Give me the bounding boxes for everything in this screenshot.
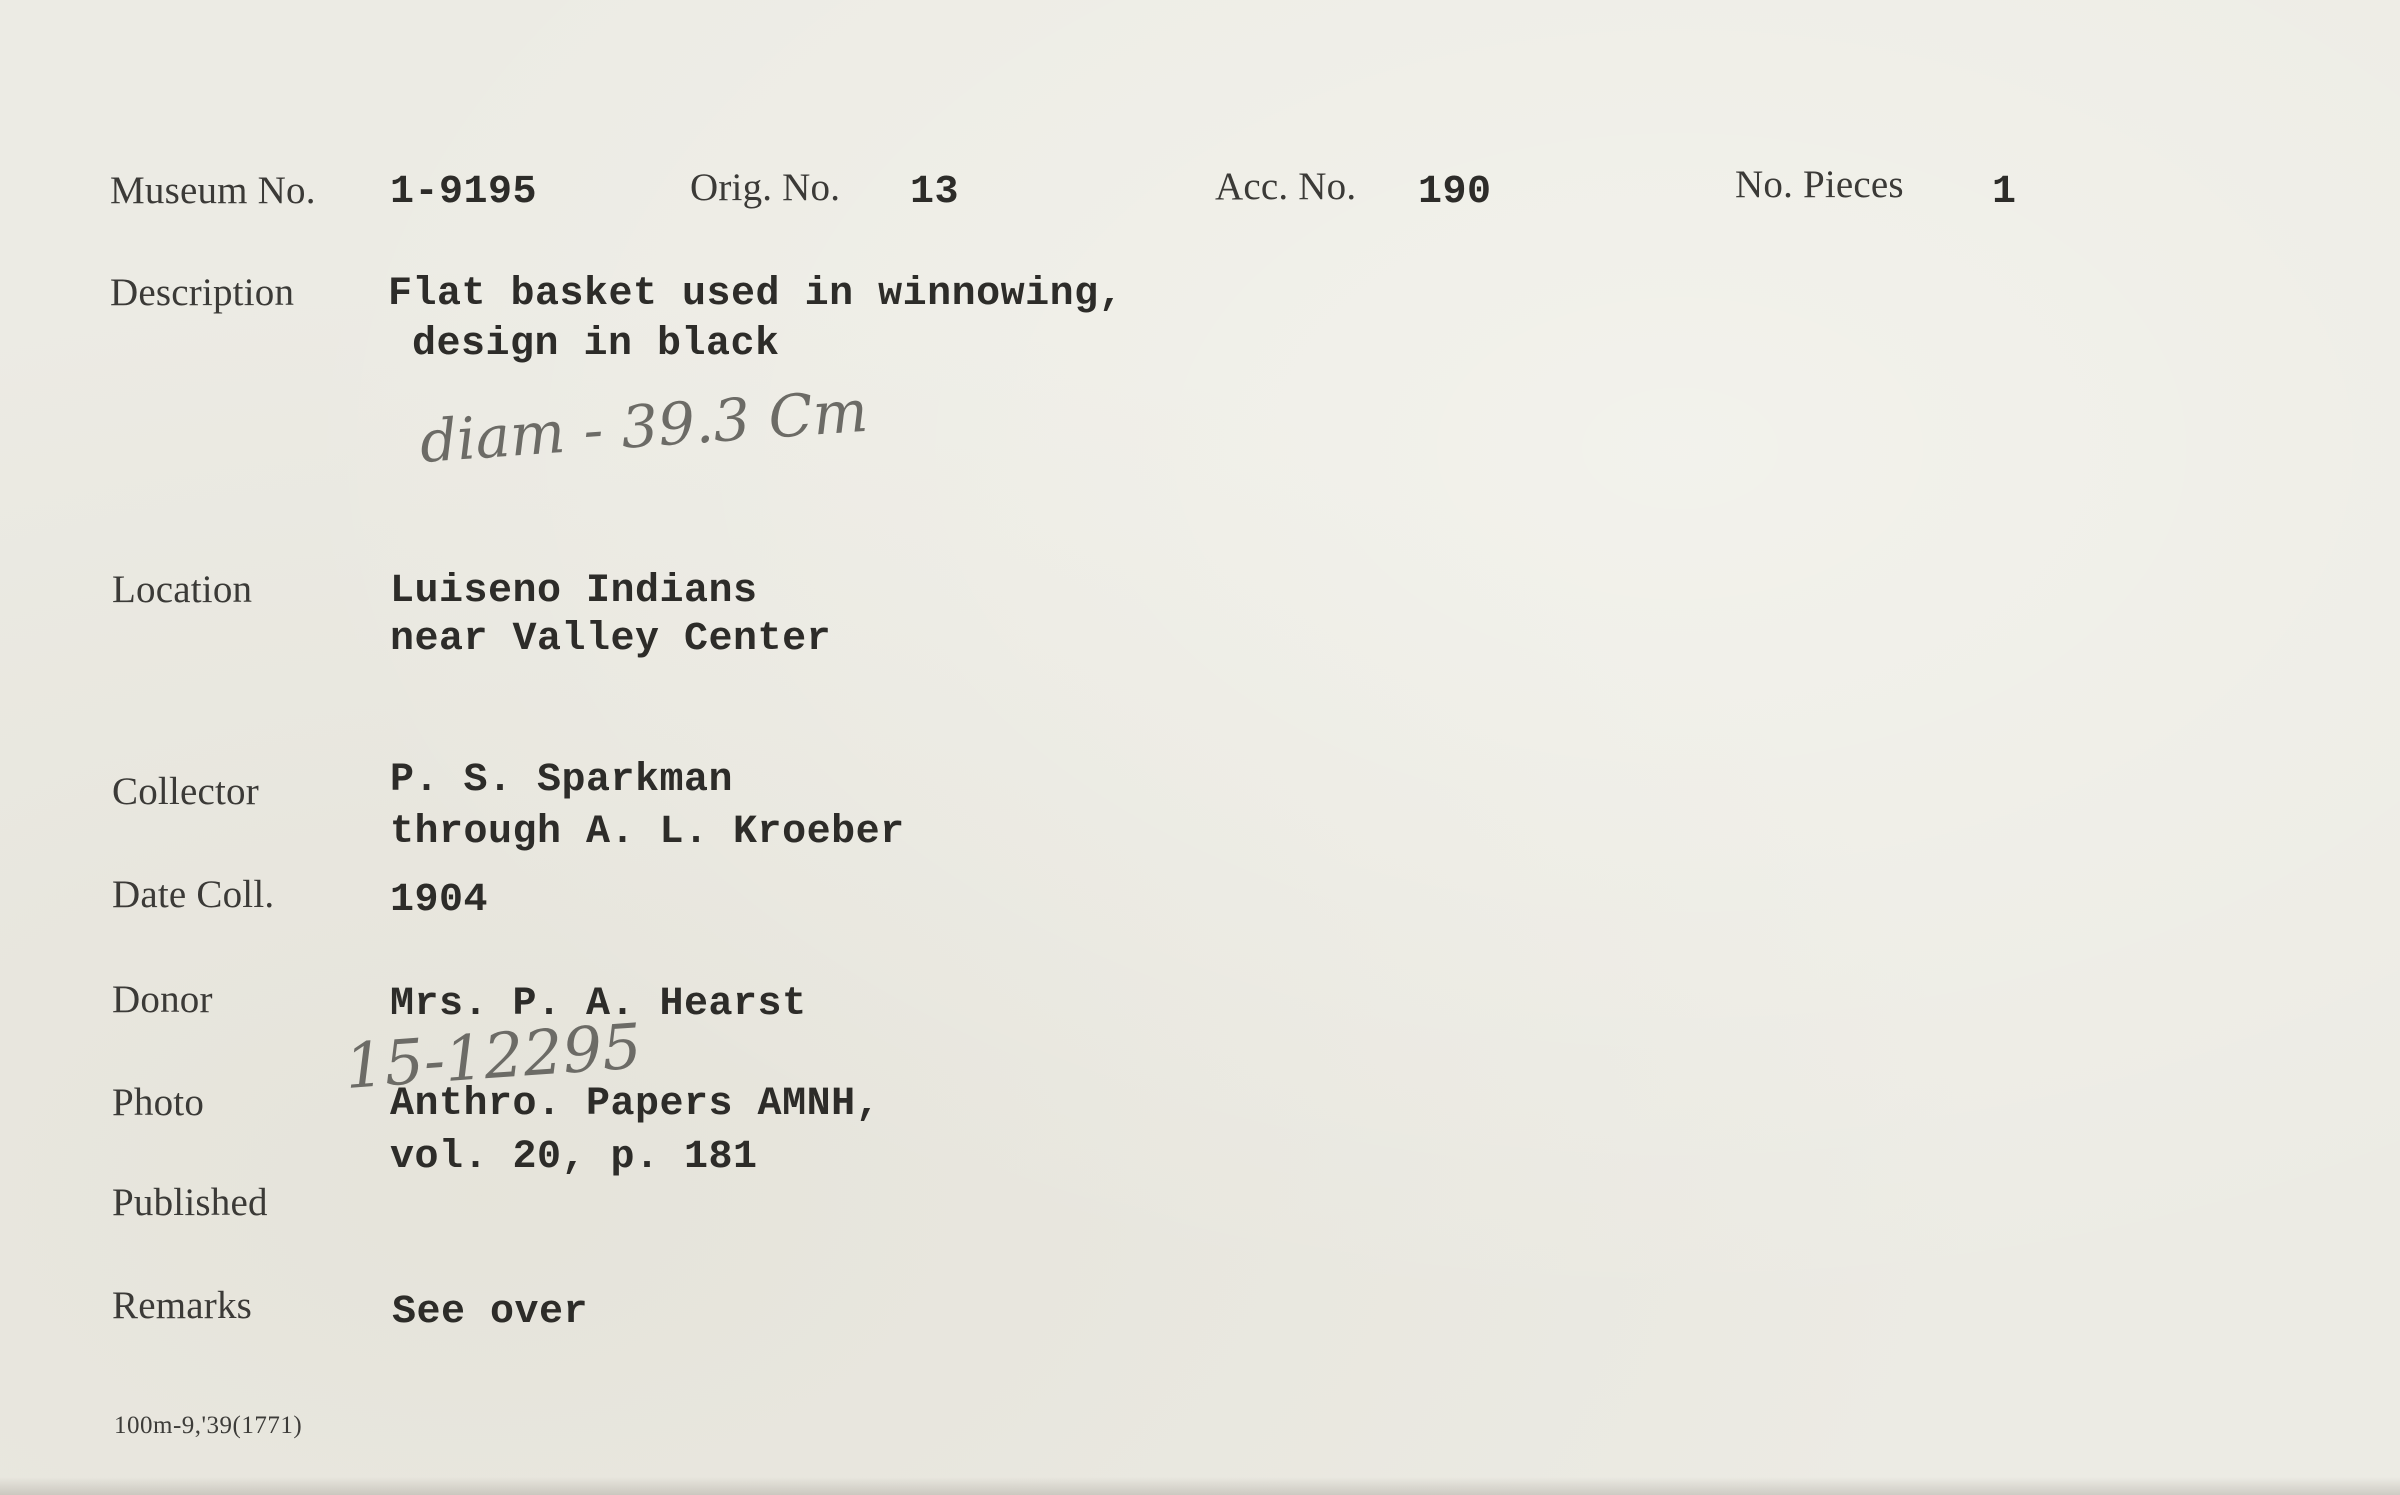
- no-pieces-label: No. Pieces: [1735, 163, 1904, 206]
- orig-no-value: 13: [910, 170, 960, 215]
- remarks-label: Remarks: [112, 1284, 253, 1327]
- card-bottom-edge: [0, 1477, 2400, 1495]
- published-label: Published: [112, 1181, 268, 1224]
- description-line-1: Flat basket used in winnowing,: [388, 272, 1124, 317]
- orig-no-label: Orig. No.: [690, 166, 841, 209]
- handwritten-diameter-note: diam - 39.3 Cm: [417, 376, 870, 476]
- description-label: Description: [110, 271, 295, 314]
- location-line-1: Luiseno Indians: [390, 569, 758, 614]
- acc-no-value: 190: [1418, 170, 1492, 215]
- donor-value: Mrs. P. A. Hearst: [390, 982, 807, 1027]
- date-coll-value: 1904: [390, 878, 489, 923]
- acc-no-label: Acc. No.: [1215, 165, 1357, 208]
- collector-label: Collector: [112, 770, 259, 813]
- location-label: Location: [112, 568, 253, 611]
- collector-line-1: P. S. Sparkman: [390, 758, 734, 803]
- date-coll-label: Date Coll.: [112, 873, 275, 916]
- museum-no-label: Museum No.: [110, 169, 316, 212]
- photo-label: Photo: [112, 1081, 205, 1124]
- museum-no-value: 1-9195: [390, 170, 538, 215]
- location-line-2: near Valley Center: [390, 617, 832, 662]
- no-pieces-value: 1: [1992, 170, 2017, 215]
- handwritten-photo-number: 15-12295: [342, 1009, 644, 1103]
- description-line-2: design in black: [412, 322, 780, 367]
- donor-label: Donor: [112, 978, 213, 1021]
- remarks-value: See over: [392, 1290, 589, 1335]
- collector-line-2: through A. L. Kroeber: [390, 810, 905, 855]
- photo-line-2: vol. 20, p. 181: [390, 1135, 758, 1180]
- photo-line-1: Anthro. Papers AMNH,: [390, 1082, 881, 1127]
- card-print-code: 100m-9,'39(1771): [114, 1412, 303, 1439]
